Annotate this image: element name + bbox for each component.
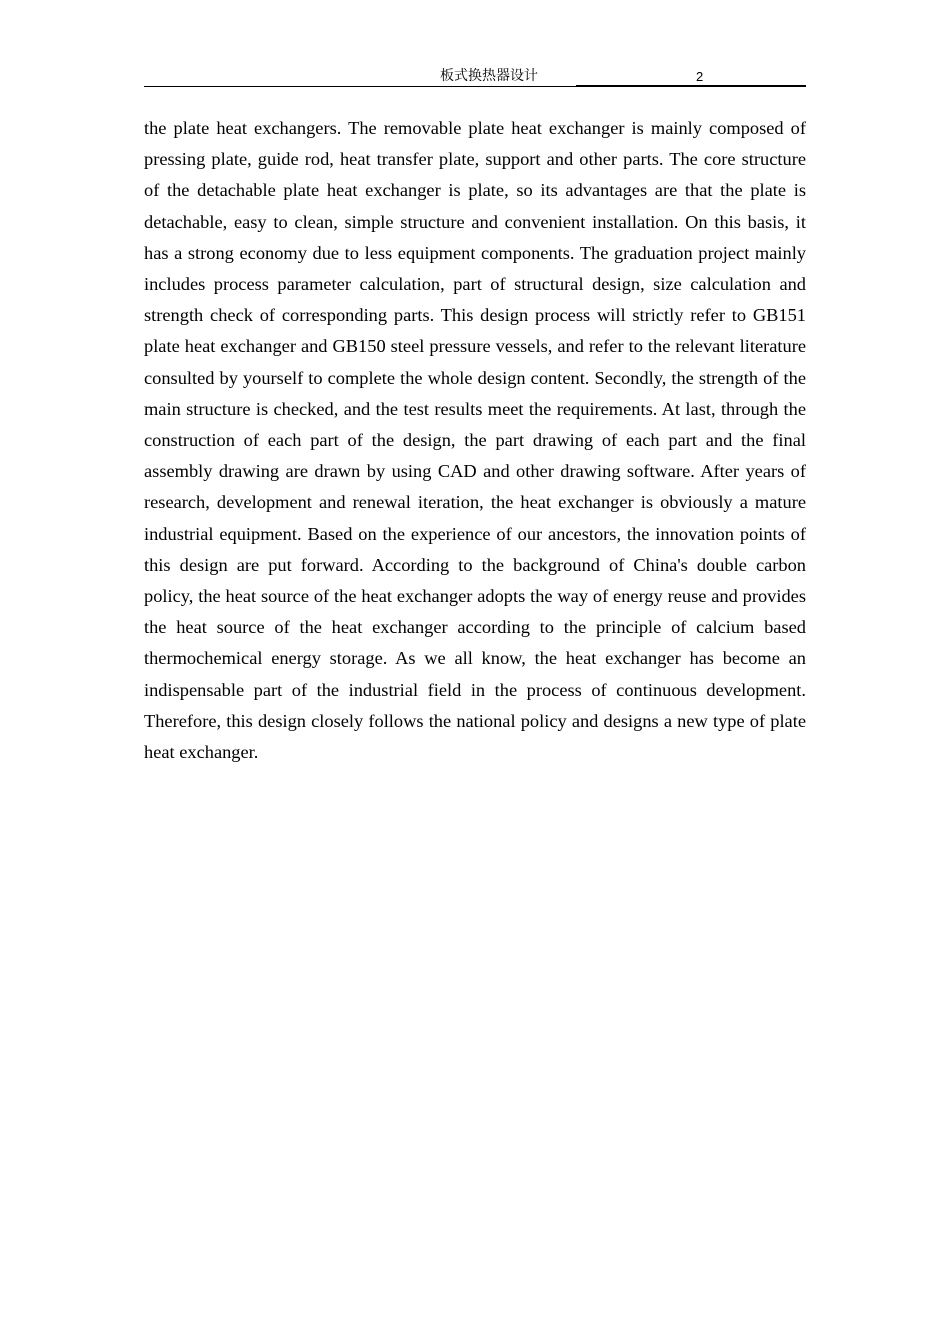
header-rule	[144, 86, 576, 87]
body-paragraph: the plate heat exchangers. The removable plate heat exchanger is mainly composed of pressing plate, guide rod, heat transfer plate, support and other parts. The core structure of the detachable plate heat exchanger is plate, so its advantages are that the plate is detachable, easy to clean, simple structure and convenient installation. On this basis, it has a strong economy due to less equipment components. The graduation project mainly includes process parameter calculation, part of structural design, size calculation and strength check of corresponding parts. This design process will strictly refer to GB151 plate heat exchanger and GB150 steel pressure vessels, and refer to the relevant literature consulted by yourself to complete the whole design content. Secondly, the strength of the main structure is checked, and the test results meet the requirements. At last, through the construction of each part of the design, the part drawing of each part and the final assembly drawing are drawn by using CAD and other drawing software. After years of research, development and renewal iteration, the heat exchanger is obviously a mature industrial equipment. Based on the experience of our ancestors, the innovation points of this design are put forward. According to the background of China's double carbon policy, the heat source of the heat exchanger adopts the way of energy reuse and provides the heat source of the heat exchanger according to the principle of calcium based thermochemical energy storage. As we all know, the heat exchanger has become an indispensable part of the industrial field in the process of continuous development. Therefore, this design closely follows the national policy and designs a new type of plate heat exchanger.	[144, 118, 806, 763]
page-header	[144, 64, 806, 88]
page-number: 2	[696, 69, 704, 84]
header-title: 板式换热器设计	[440, 68, 538, 84]
header-rule-thick	[576, 85, 806, 87]
